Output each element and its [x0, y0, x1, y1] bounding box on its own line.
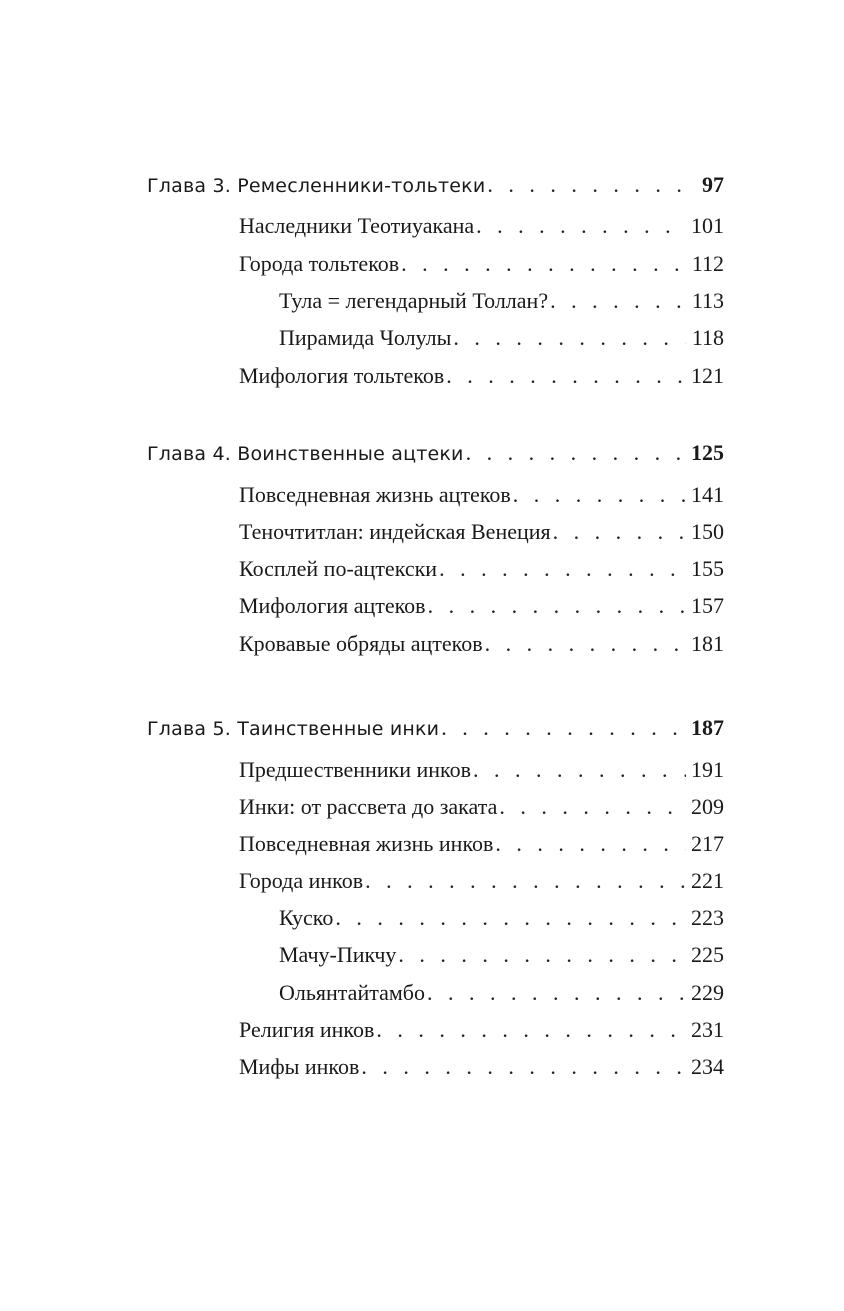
- toc-entry: [239, 249, 724, 279]
- dot-leader: [365, 866, 686, 896]
- toc-entry: [239, 591, 724, 621]
- entry-title: Пирамида Чолулы: [279, 325, 452, 350]
- dot-leader: [427, 978, 686, 1008]
- toc-entry: [239, 554, 724, 584]
- entry-title: Мифы инков: [239, 1054, 360, 1079]
- toc-entry: [239, 480, 724, 510]
- entry-page-number: 150: [691, 519, 724, 544]
- chapter-page-number: 125: [691, 440, 724, 465]
- entry-page-number: 118: [691, 325, 724, 350]
- dot-leader: [398, 940, 686, 970]
- dot-leader: [441, 713, 686, 743]
- toc-subentry: [279, 978, 724, 1008]
- entry-title: Косплей по-ацтекски: [239, 556, 438, 581]
- entry-title: Города инков: [239, 868, 364, 893]
- dot-leader: [453, 323, 686, 353]
- chapter-title: Глава 3. Ремесленники-тольтеки: [147, 175, 486, 197]
- entry-title: Повседневная жизнь ацтеков: [239, 482, 511, 507]
- dot-leader: [550, 286, 686, 316]
- toc-entry: [239, 361, 724, 391]
- dot-leader: [361, 1052, 686, 1082]
- entry-page-number: 191: [691, 757, 724, 782]
- entry-title: Мифология ацтеков: [239, 593, 426, 618]
- entry-title: Инки: от рассвета до заката: [239, 794, 498, 819]
- entry-page-number: 209: [691, 794, 724, 819]
- dot-leader: [376, 1015, 686, 1045]
- chapter-title: Глава 5. Таинственные инки: [147, 718, 440, 740]
- dot-leader: [335, 903, 686, 933]
- entry-title: Ольянтайтамбо: [279, 980, 425, 1005]
- dot-leader: [485, 629, 686, 659]
- dot-leader: [499, 792, 686, 822]
- entry-page-number: 229: [691, 980, 724, 1005]
- entry-page-number: 155: [691, 556, 724, 581]
- entry-title: Религия инков: [239, 1017, 375, 1042]
- dot-leader: [428, 591, 686, 621]
- dot-leader: [446, 361, 686, 391]
- dot-leader: [401, 249, 686, 279]
- chapter-title: Глава 4. Воинственные ацтеки: [147, 443, 464, 465]
- entry-page-number: 223: [691, 905, 724, 930]
- entry-page-number: 217: [691, 831, 724, 856]
- dot-leader: [476, 211, 686, 241]
- toc-chapter-4: [147, 438, 724, 468]
- toc-entry: [239, 866, 724, 896]
- dot-leader: [487, 170, 686, 200]
- entry-title: Наследники Теотиуакана: [239, 213, 475, 238]
- chapter-page-number: 97: [702, 172, 724, 197]
- entry-page-number: 221: [691, 868, 724, 893]
- entry-page-number: 112: [691, 251, 724, 276]
- toc-entry: [239, 829, 724, 859]
- toc-subentry: [279, 323, 724, 353]
- toc-entry: [239, 629, 724, 659]
- entry-title: Кровавые обряды ацтеков: [239, 631, 483, 656]
- toc-entry: [239, 792, 724, 822]
- toc-entry: [239, 1015, 724, 1045]
- entry-title: Предшественники инков: [239, 757, 471, 782]
- toc-subentry: [279, 903, 724, 933]
- toc-subentry: [279, 940, 724, 970]
- entry-title: Повседневная жизнь инков: [239, 831, 494, 856]
- dot-leader: [553, 517, 686, 547]
- entry-title: Мифология тольтеков: [239, 363, 445, 388]
- entry-title: Мачу-Пикчу: [279, 942, 397, 967]
- dot-leader: [439, 554, 686, 584]
- entry-page-number: 234: [691, 1054, 724, 1079]
- entry-page-number: 231: [691, 1017, 724, 1042]
- entry-title: Теночтитлан: индейская Венеция: [239, 519, 551, 544]
- dot-leader: [466, 438, 686, 468]
- entry-page-number: 101: [691, 213, 724, 238]
- entry-title: Куско: [279, 905, 334, 930]
- dot-leader: [495, 829, 686, 859]
- toc-entry: [239, 211, 724, 241]
- toc-chapter-5: [147, 713, 724, 743]
- dot-leader: [513, 480, 686, 510]
- toc-subentry: [279, 286, 724, 316]
- toc-chapter-3: [147, 170, 724, 200]
- entry-page-number: 113: [691, 288, 724, 313]
- entry-page-number: 141: [691, 482, 724, 507]
- entry-title: Тула = легендарный Толлан?: [279, 288, 549, 313]
- toc-entry: [239, 1052, 724, 1082]
- entry-page-number: 121: [691, 363, 724, 388]
- chapter-page-number: 187: [691, 715, 724, 740]
- entry-page-number: 181: [691, 631, 724, 656]
- toc-entry: [239, 517, 724, 547]
- entry-page-number: 225: [691, 942, 724, 967]
- entry-page-number: 157: [691, 593, 724, 618]
- entry-title: Города тольтеков: [239, 251, 400, 276]
- toc-entry: [239, 755, 724, 785]
- dot-leader: [473, 755, 686, 785]
